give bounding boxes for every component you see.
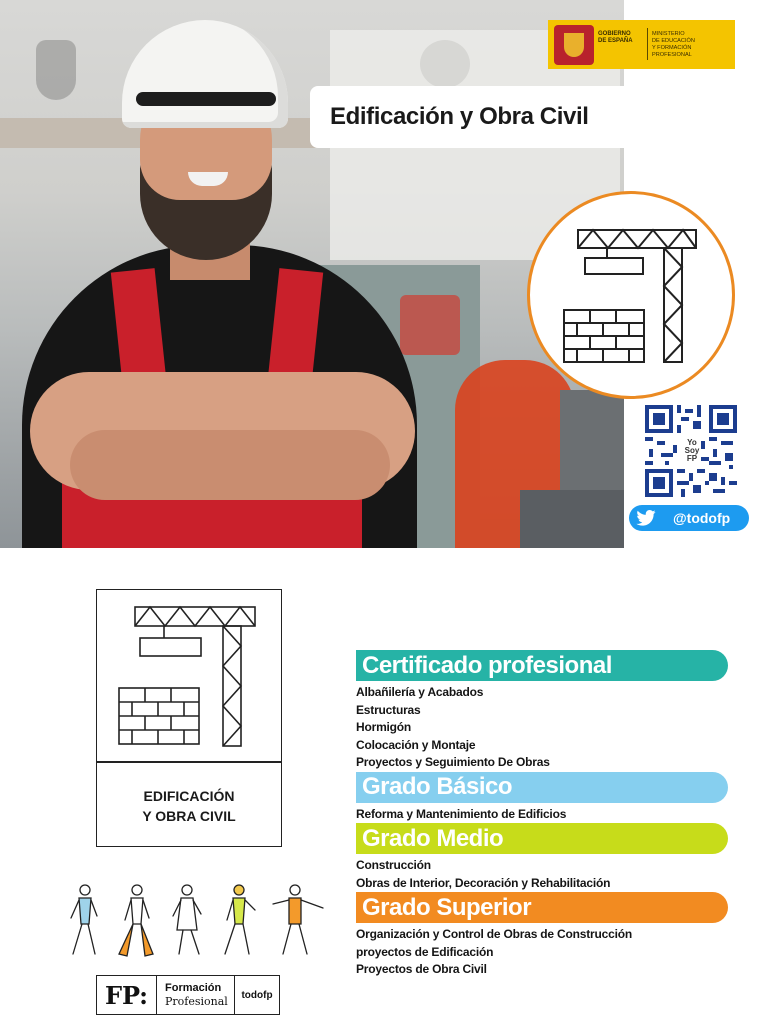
fp-todofp: todofp: [241, 989, 273, 1001]
section-title-pill: Grado Básico: [356, 772, 728, 803]
fp-mark: FP:: [97, 976, 157, 1014]
list-item: Obras de Interior, Decoración y Rehabilitación: [356, 875, 611, 890]
section-certificado: [356, 650, 728, 772]
list-item: Albañilería y Acabados: [356, 685, 484, 699]
family-card: [96, 589, 282, 847]
twitter-bird-icon: [629, 510, 663, 526]
background-table: [520, 490, 624, 548]
crane-and-bricks-icon: [97, 590, 283, 760]
qr-label-line: Yo: [687, 438, 697, 447]
list-item: Proyectos de Obra Civil: [356, 962, 487, 976]
walking-people-illustration: [55, 880, 335, 962]
government-logo[interactable]: [548, 20, 735, 69]
gov-left-text: [598, 31, 646, 45]
twitter-handle[interactable]: @todofp: [673, 510, 731, 526]
gov-divider: [647, 28, 648, 60]
training-sections: [356, 650, 728, 979]
section-grado-superior: [356, 892, 728, 979]
card-divider: [97, 761, 281, 763]
family-caption-line: Y OBRA CIVIL: [142, 808, 236, 824]
twitter-badge[interactable]: [629, 505, 749, 531]
list-item: Hormigón: [356, 720, 412, 734]
gov-text-line: DE ESPAÑA: [598, 38, 633, 44]
fp-logo[interactable]: [96, 975, 280, 1015]
section-grado-medio: [356, 823, 728, 892]
background-lamp: [36, 40, 76, 100]
qr-label-line: Soy: [684, 446, 700, 455]
section-items: [356, 681, 728, 772]
section-items: [356, 854, 728, 892]
background-lamp: [420, 40, 470, 88]
list-item: proyectos de Edificación: [356, 944, 494, 959]
fp-word-formacion: Formación: [165, 982, 222, 994]
family-caption: [97, 786, 281, 826]
gov-text-line: DE EDUCACIÓN: [652, 38, 695, 44]
list-item: Organización y Control de Obras de Construcción: [356, 927, 632, 941]
qr-center-label: [683, 438, 701, 464]
gov-right-text: [652, 31, 732, 59]
coat-of-arms-icon: [554, 25, 594, 65]
fp-word-profesional: Profesional: [165, 995, 228, 1008]
list-item: Colocación y Montaje: [356, 737, 476, 752]
qr-label-line: FP: [686, 454, 698, 463]
gov-text-line: MINISTERIO: [652, 31, 685, 37]
hard-hat-band: [136, 92, 276, 106]
list-item: Construcción: [356, 858, 431, 872]
hard-hat: [122, 20, 288, 128]
banner-title-box: [310, 86, 624, 148]
banner-title: Edificación y Obra Civil: [330, 103, 589, 130]
family-caption-line: EDIFICACIÓN: [143, 788, 235, 804]
gov-text-line: GOBIERNO: [598, 31, 631, 37]
section-items: [356, 803, 728, 824]
list-item: Reforma y Mantenimiento de Edificios: [356, 806, 567, 821]
worker-forearms: [70, 430, 390, 500]
background-sign: [400, 295, 460, 355]
section-title-pill: Certificado profesional: [356, 650, 728, 681]
list-item: Estructuras: [356, 702, 421, 717]
list-item: Proyectos y Seguimiento De Obras: [356, 755, 550, 769]
section-title-pill: Grado Medio: [356, 823, 728, 854]
fp-words: [157, 976, 235, 1014]
section-items: [356, 923, 728, 979]
crane-icon-circle: [527, 191, 735, 399]
section-grado-basico: [356, 772, 728, 824]
section-title-pill: Grado Superior: [356, 892, 728, 923]
crane-and-bricks-icon: [530, 194, 732, 396]
gov-text-line: Y FORMACIÓN PROFESIONAL: [652, 45, 692, 58]
